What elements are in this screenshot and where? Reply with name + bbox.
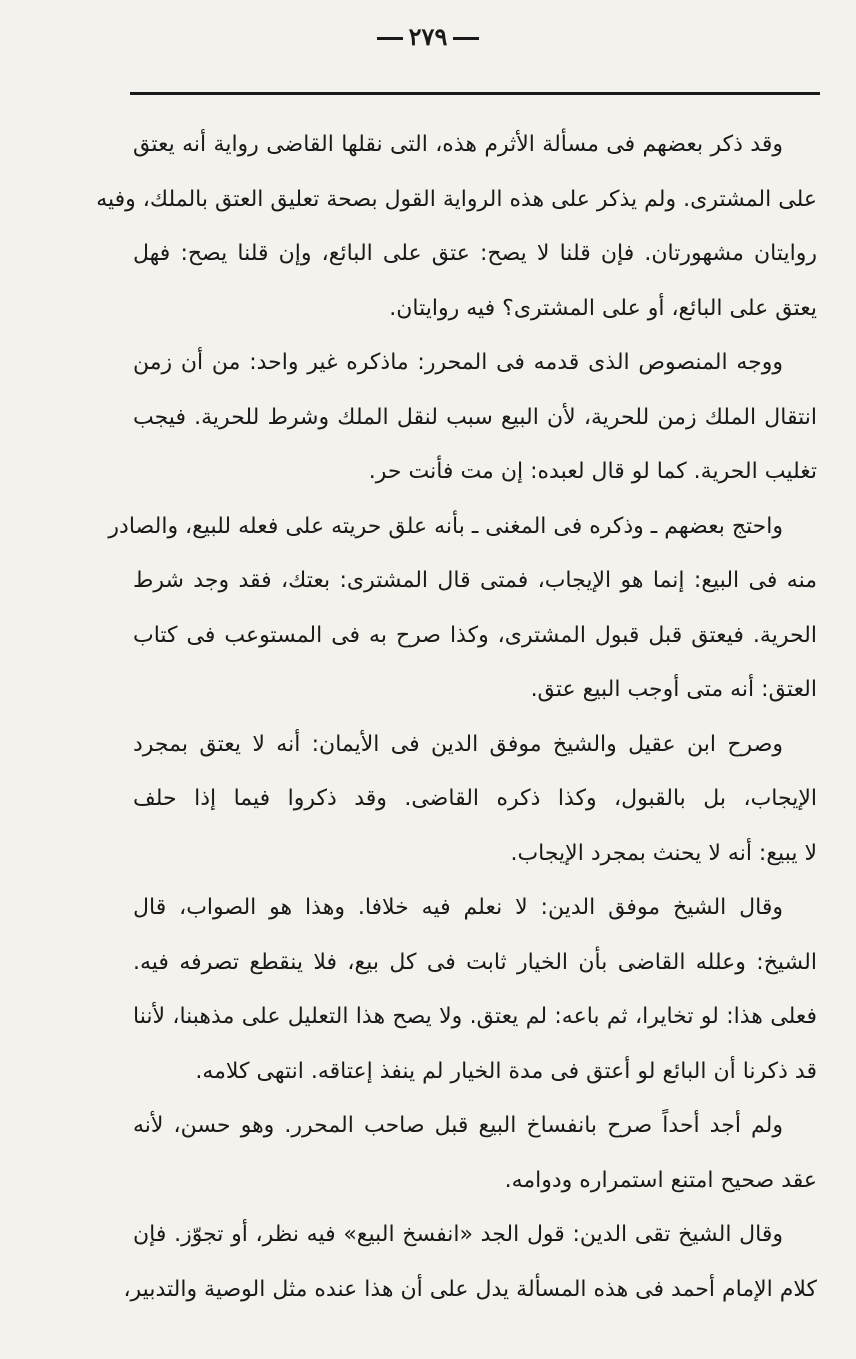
text-line: وصرح ابن عقيل والشيخ موفق الدين فى الأيمان: أنه لا يعتق بمجرد xyxy=(133,731,783,757)
text-line: لا يبيع: أنه لا يحنث بمجرد الإيجاب. xyxy=(510,840,817,866)
text-line: ولم أجد أحداً صرح بانفساخ البيع قبل صاحب المحرر. وهو حسن، لأنه xyxy=(133,1113,783,1138)
text-line: وقد ذكر بعضهم فى مسألة الأثرم هذه، التى نقلها القاضى رواية أنه يعتق xyxy=(133,132,783,157)
text-line: الإيجاب، بل بالقبول، وكذا ذكره القاضى. وقد ذكروا فيما إذا حلف xyxy=(133,786,817,811)
header-dash-left xyxy=(377,37,403,40)
page-body xyxy=(96,118,817,1317)
paragraph-1 xyxy=(96,118,817,336)
text-line: كلام الإمام أحمد فى هذه المسألة يدل على أن هذا عنده مثل الوصية والتدبير، xyxy=(123,1276,817,1302)
paragraph-2 xyxy=(133,336,817,500)
text-line: منه فى البيع: إنما هو الإيجاب، فمتى قال المشترى: بعتك، فقد وجد شرط xyxy=(133,568,817,593)
text-line: وقال الشيخ تقى الدين: قول الجد «انفسخ البيع» فيه نظر، أو تجوّز. فإن xyxy=(133,1222,783,1247)
text-line: واحتج بعضهم ـ وذكره فى المغنى ـ بأنه علق حريته على فعله للبيع، والصادر xyxy=(108,513,783,539)
text-line: ووجه المنصوص الذى قدمه فى المحرر: ماذكره غير واحد: من أن زمن xyxy=(133,350,783,375)
paragraph-7 xyxy=(123,1208,817,1317)
text-line: الشيخ: وعلله القاضى بأن الخيار ثابت فى كل بيع، فلا ينقطع تصرفه فيه. xyxy=(133,949,817,975)
text-line: وقال الشيخ موفق الدين: لا نعلم فيه خلافا. وهذا هو الصواب، قال xyxy=(133,895,783,920)
page-number-header xyxy=(0,22,856,51)
header-dash-right xyxy=(453,37,479,40)
paragraph-6 xyxy=(133,1099,817,1208)
paragraph-4 xyxy=(133,718,817,882)
text-line: عقد صحيح امتنع استمراره ودوامه. xyxy=(504,1167,817,1193)
page-number: ٢٧٩ xyxy=(408,22,448,51)
text-line: يعتق على البائع، أو على المشترى؟ فيه روايتان. xyxy=(389,295,817,321)
text-line: روايتان مشهورتان. فإن قلنا لا يصح: عتق على البائع، وإن قلنا يصح: فهل xyxy=(133,241,817,266)
text-line: تغليب الحرية. كما لو قال لعبده: إن مت فأنت حر. xyxy=(368,459,817,484)
text-line: العتق: أنه متى أوجب البيع عتق. xyxy=(530,677,817,702)
text-line: قد ذكرنا أن البائع لو أعتق فى مدة الخيار لم ينفذ إعتاقه. انتهى كلامه. xyxy=(195,1058,817,1084)
text-line: فعلى هذا: لو تخايرا، ثم باعه: لم يعتق. ولا يصح هذا التعليل على مذهبنا، لأننا xyxy=(133,1004,817,1029)
text-line: انتقال الملك زمن للحرية، لأن البيع سبب لنقل الملك وشرط للحرية. فيجب xyxy=(133,404,817,430)
text-line: على المشترى. ولم يذكر على هذه الرواية القول بصحة تعليق العتق بالملك، وفيه xyxy=(96,186,817,212)
header-rule xyxy=(130,92,820,95)
paragraph-5 xyxy=(133,881,817,1099)
text-line: الحرية. فيعتق قبل قبول المشترى، وكذا صرح به فى المستوعب فى كتاب xyxy=(133,622,817,648)
paragraph-3 xyxy=(108,500,817,718)
